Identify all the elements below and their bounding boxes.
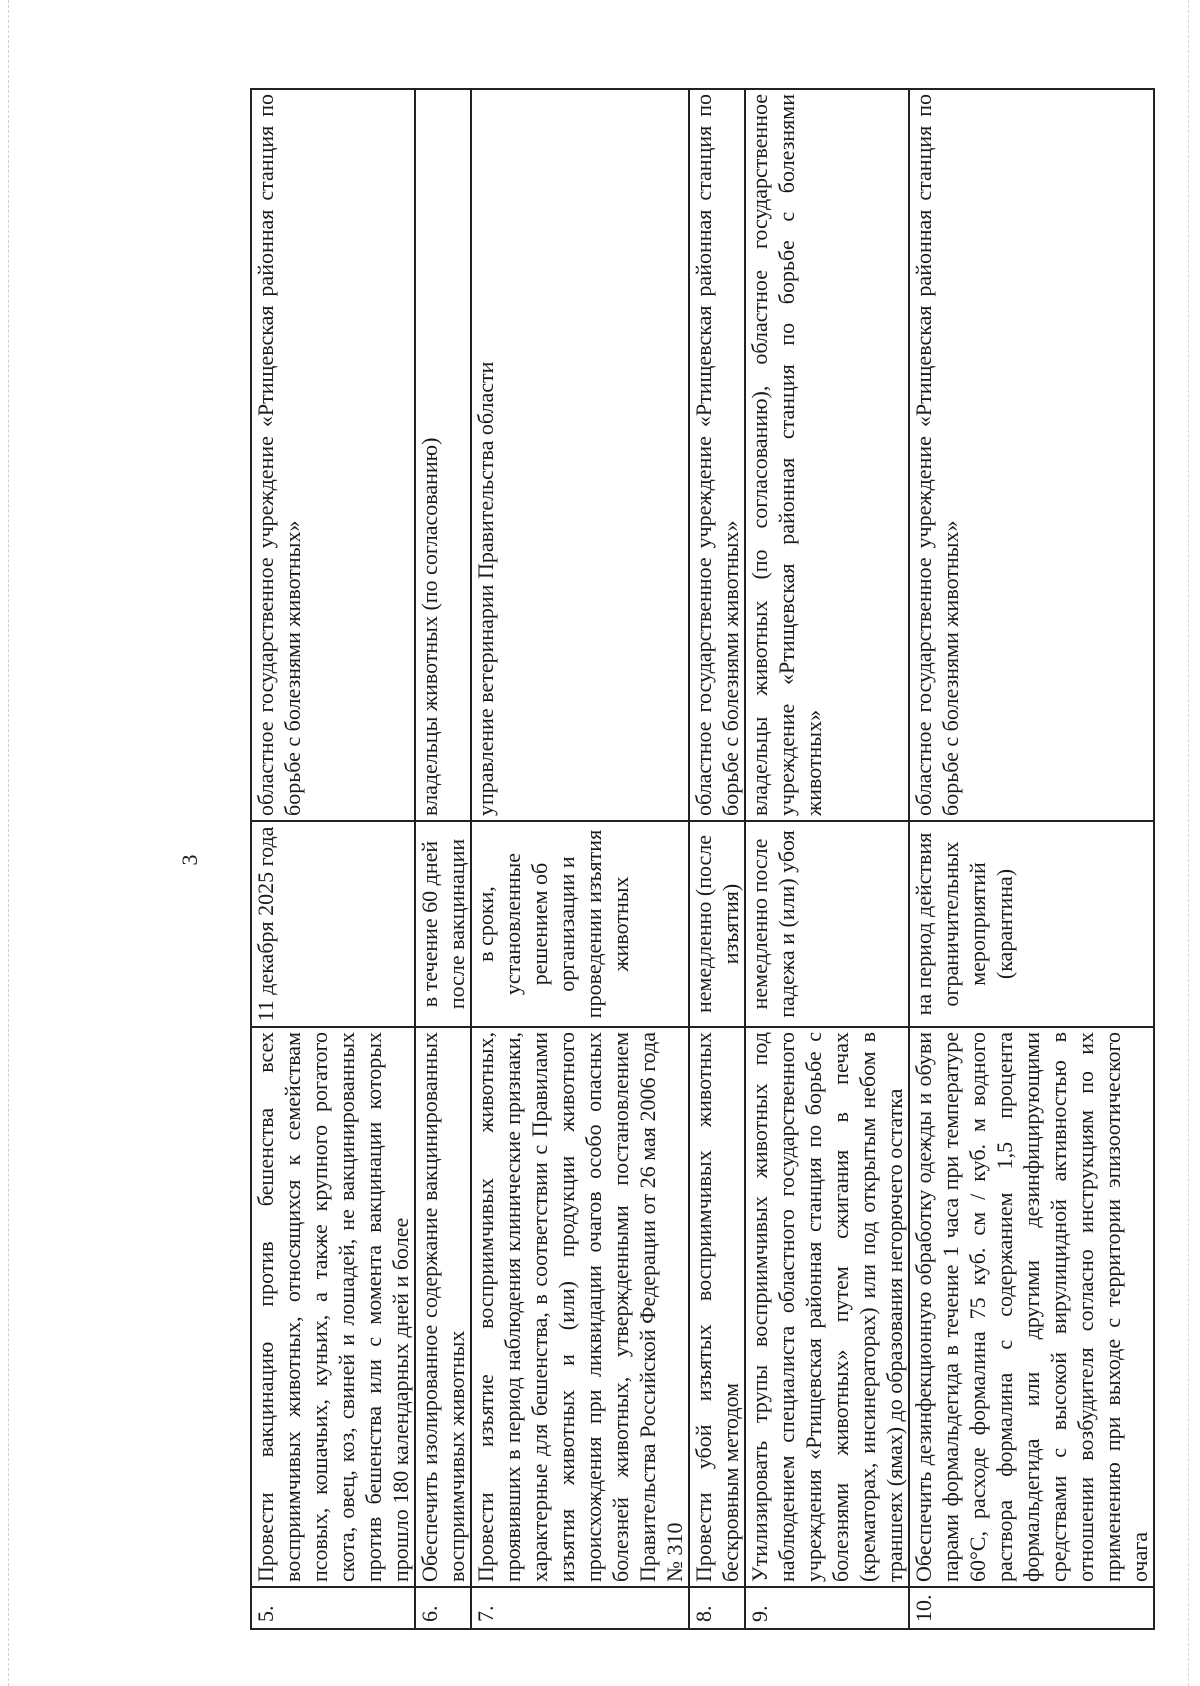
- scan-edge-left: [8, 0, 9, 1686]
- table-row: [689, 89, 745, 1629]
- row-term: немедленно после падежа и (или) убоя: [745, 821, 909, 1027]
- row-executor: управление ветеринарии Правительства области: [471, 89, 689, 821]
- row-number: 8.: [689, 1587, 745, 1629]
- row-executor: владельцы животных (по согласованию), областное государственное учреждение «Ртищевская районная станция по борьбе с болезнями животных»: [745, 89, 909, 821]
- row-term: 11 декабря 2025 года: [251, 821, 415, 1027]
- table-row: [251, 89, 415, 1629]
- row-action: Провести вакцинацию против бешенства всех восприимчивых животных, относящихся к семействам псовых, кошачьих, куньих, а также крупного рогатого скота, овец, коз, свиней и лошадей, не вакцинированных против бешенства или с момента вакцинации которых прошло 180 календарных дней и более: [251, 1027, 415, 1587]
- row-number: 6.: [415, 1587, 471, 1629]
- row-number: 9.: [745, 1587, 909, 1629]
- table-row: [471, 89, 689, 1629]
- row-executor: владельцы животных (по согласованию): [415, 89, 471, 821]
- row-number: 5.: [251, 1587, 415, 1629]
- page-number: 3: [177, 854, 202, 866]
- table-row: [909, 89, 1154, 1629]
- row-action: Обеспечить дезинфекционную обработку одежды и обуви парами формальдегида в течение 1 часа при температуре 60°С, расходе формалина 75 куб. см / куб. м водного раствора формалина с содержанием 1,5 процента формальдегида или другими дезинфицирующими средствами с высокой вирулицидной активностью в отношении возбудителя согласно инструкциям по их применению при выходе с территории эпизоотического очага: [909, 1027, 1154, 1587]
- row-term: в течение 60 дней после вакцинации: [415, 821, 471, 1027]
- row-term: в сроки, установленные решением об организации и проведении изъятия животных: [471, 821, 689, 1027]
- row-term: немедленно (после изъятия): [689, 821, 745, 1027]
- row-number: 10.: [909, 1587, 1154, 1629]
- measures-table: [250, 88, 1155, 1630]
- row-number: 7.: [471, 1587, 689, 1629]
- row-executor: областное государственное учреждение «Ртищевская районная станция по борьбе с болезнями животных»: [689, 89, 745, 821]
- row-action: Обеспечить изолированное содержание вакцинированных восприимчивых животных: [415, 1027, 471, 1587]
- rotated-content: [170, 90, 1180, 1630]
- row-action: Провести убой изъятых восприимчивых животных бескровным методом: [689, 1027, 745, 1587]
- scan-edge-right: [1188, 0, 1189, 1686]
- table-row: [745, 89, 909, 1629]
- row-executor: областное государственное учреждение «Ртищевская районная станция по борьбе с болезнями животных»: [909, 89, 1154, 821]
- row-action: Утилизировать трупы восприимчивых животных под наблюдением специалиста областного государственного учреждения «Ртищевская районная станция по борьбе с болезнями животных» путем сжигания в печах (крематорах, инсинераторах) или под открытым небом в траншеях (ямах) до образования негорючего остатка: [745, 1027, 909, 1587]
- row-action: Провести изъятие восприимчивых животных, проявивших в период наблюдения клинические признаки, характерные для бешенства, в соответствии с Правилами изъятия животных и (или) продукции животного происхождения при ликвидации очагов особо опасных болезней животных, утвержденными постановлением Правительства Российской Федерации от 26 мая 2006 года № 310: [471, 1027, 689, 1587]
- row-executor: областное государственное учреждение «Ртищевская районная станция по борьбе с болезнями животных»: [251, 89, 415, 821]
- row-term: на период действия ограничительных мероприятий (карантина): [909, 821, 1154, 1027]
- table-row: [415, 89, 471, 1629]
